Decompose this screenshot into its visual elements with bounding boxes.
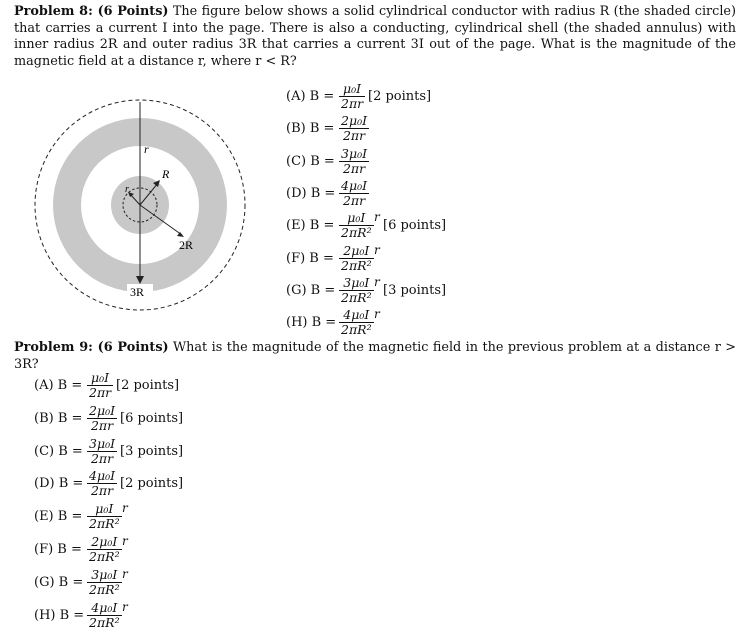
option-label: (H) B = xyxy=(34,607,85,623)
option-fraction xyxy=(339,276,374,305)
option-fraction xyxy=(339,244,374,273)
option-r-factor: r xyxy=(374,307,380,322)
option-fraction xyxy=(339,114,369,143)
fraction-denominator: 2πR² xyxy=(89,549,120,564)
label-2R: 2R xyxy=(179,238,194,252)
answer-option xyxy=(286,145,486,178)
fraction-denominator: 2πR² xyxy=(341,225,372,241)
problem-8-options xyxy=(286,83,486,338)
option-fraction xyxy=(339,308,374,337)
option-label: (A) B = xyxy=(34,378,83,393)
fraction-numerator: μ₀I xyxy=(91,370,110,385)
option-points: [6 points] xyxy=(120,410,184,426)
option-fraction xyxy=(339,82,365,111)
option-fraction xyxy=(339,211,374,240)
option-fraction xyxy=(87,437,117,466)
answer-option xyxy=(286,309,486,339)
answer-option xyxy=(34,470,234,500)
option-fraction xyxy=(87,469,117,498)
fraction-denominator: 2πR² xyxy=(341,289,372,305)
option-label: (G) B = xyxy=(286,282,336,298)
fraction-denominator: 2πR² xyxy=(341,322,372,338)
problem-9-heading: Problem 9: (6 Points) xyxy=(14,340,169,355)
fraction-numerator: μ₀I xyxy=(343,81,362,96)
option-fraction xyxy=(87,535,122,564)
option-r-factor: r xyxy=(374,210,380,225)
answer-option xyxy=(34,536,234,566)
option-points: [6 points] xyxy=(383,218,447,234)
option-points: [2 points] xyxy=(116,378,180,393)
answer-option xyxy=(34,566,234,599)
problem-8-heading: Problem 8: (6 Points) xyxy=(14,4,169,19)
answer-option xyxy=(34,372,234,402)
fraction-numerator: 4μ₀I xyxy=(343,307,370,323)
fraction-denominator: 2πr xyxy=(90,483,114,499)
fraction-numerator: 3μ₀I xyxy=(341,145,368,161)
option-fraction xyxy=(339,179,369,208)
fraction-denominator: 2πR² xyxy=(89,516,120,532)
option-label: (A) B = xyxy=(286,89,335,104)
fraction-denominator: 2πr xyxy=(342,160,366,176)
answer-option xyxy=(286,212,486,242)
fraction-numerator: 3μ₀I xyxy=(91,566,118,582)
fraction-numerator: 3μ₀I xyxy=(343,274,370,290)
problem-9-options xyxy=(34,372,234,634)
label-3R: 3R xyxy=(130,285,145,299)
option-fraction xyxy=(87,502,122,531)
option-label: (F) B = xyxy=(34,542,82,557)
problem-9-text: What is the magnitude of the magnetic field in the previous problem at a distance r > 3R? xyxy=(14,340,736,372)
answer-option xyxy=(34,503,234,533)
problem-8-text: The figure below shows a solid cylindrical conductor with radius R (the shaded circle) that carries a current I into the page. There is also a conducting, cylindrical shell (the shaded annulus) with inner radius 2R and outer radius 3R that carries a current 3I out of the page. What is the magnitude of the magnetic field at a distance r, where r < R? xyxy=(14,4,736,69)
fraction-numerator: 4μ₀I xyxy=(341,177,368,193)
fraction-denominator: 2πr xyxy=(342,128,366,144)
option-label: (D) B = xyxy=(34,476,84,492)
fraction-denominator: 2πR² xyxy=(89,581,120,597)
answer-option xyxy=(286,83,486,113)
option-fraction xyxy=(87,568,122,597)
option-label: (E) B = xyxy=(34,509,83,525)
fraction-numerator: μ₀I xyxy=(95,501,114,517)
option-r-factor: r xyxy=(122,534,128,548)
fraction-numerator: 2μ₀I xyxy=(343,242,370,258)
label-r-outer: r xyxy=(144,142,149,156)
answer-option xyxy=(34,435,234,468)
label-R: R xyxy=(162,167,170,181)
answer-option xyxy=(34,599,234,632)
fraction-denominator: 2πr xyxy=(89,385,112,400)
option-label: (G) B = xyxy=(34,574,84,590)
option-label: (C) B = xyxy=(34,443,83,459)
option-r-factor: r xyxy=(122,599,128,614)
fraction-denominator: 2πr xyxy=(341,96,364,111)
conductor-figure xyxy=(31,90,261,320)
option-points: [2 points] xyxy=(368,89,432,104)
option-label: (B) B = xyxy=(34,410,83,426)
option-label: (F) B = xyxy=(286,250,334,266)
option-r-factor: r xyxy=(374,242,380,257)
fraction-numerator: 2μ₀I xyxy=(91,534,118,549)
fraction-numerator: μ₀I xyxy=(347,210,366,226)
option-fraction xyxy=(87,404,117,433)
answer-option xyxy=(286,115,486,145)
option-label: (D) B = xyxy=(286,185,336,201)
option-r-factor: r xyxy=(374,274,380,289)
problem-9-statement xyxy=(14,340,736,373)
fraction-denominator: 2πr xyxy=(342,192,366,208)
fraction-numerator: 3μ₀I xyxy=(89,435,116,451)
fraction-numerator: 4μ₀I xyxy=(91,599,118,615)
fraction-numerator: 2μ₀I xyxy=(341,113,368,129)
option-label: (C) B = xyxy=(286,153,335,169)
fraction-numerator: 4μ₀I xyxy=(89,468,116,484)
label-r-inner: r xyxy=(125,184,129,195)
option-points: [3 points] xyxy=(120,443,184,459)
option-r-factor: r xyxy=(122,566,128,581)
fraction-denominator: 2πr xyxy=(90,417,114,433)
answer-option xyxy=(286,242,486,275)
answer-option xyxy=(34,402,234,435)
fraction-denominator: 2πR² xyxy=(341,257,372,273)
option-label: (E) B = xyxy=(286,218,335,234)
option-label: (B) B = xyxy=(286,121,335,137)
fraction-denominator: 2πr xyxy=(90,450,114,466)
option-points: [2 points] xyxy=(120,476,184,492)
option-fraction xyxy=(87,601,122,630)
option-label: (H) B = xyxy=(286,315,337,331)
answer-option xyxy=(286,177,486,210)
option-fraction xyxy=(339,147,369,176)
option-points: [3 points] xyxy=(383,282,447,298)
fraction-numerator: 2μ₀I xyxy=(89,402,116,418)
option-fraction xyxy=(87,371,113,400)
answer-option xyxy=(286,274,486,307)
option-r-factor: r xyxy=(122,501,128,516)
problem-8-statement xyxy=(14,4,736,70)
fraction-denominator: 2πR² xyxy=(89,614,120,630)
